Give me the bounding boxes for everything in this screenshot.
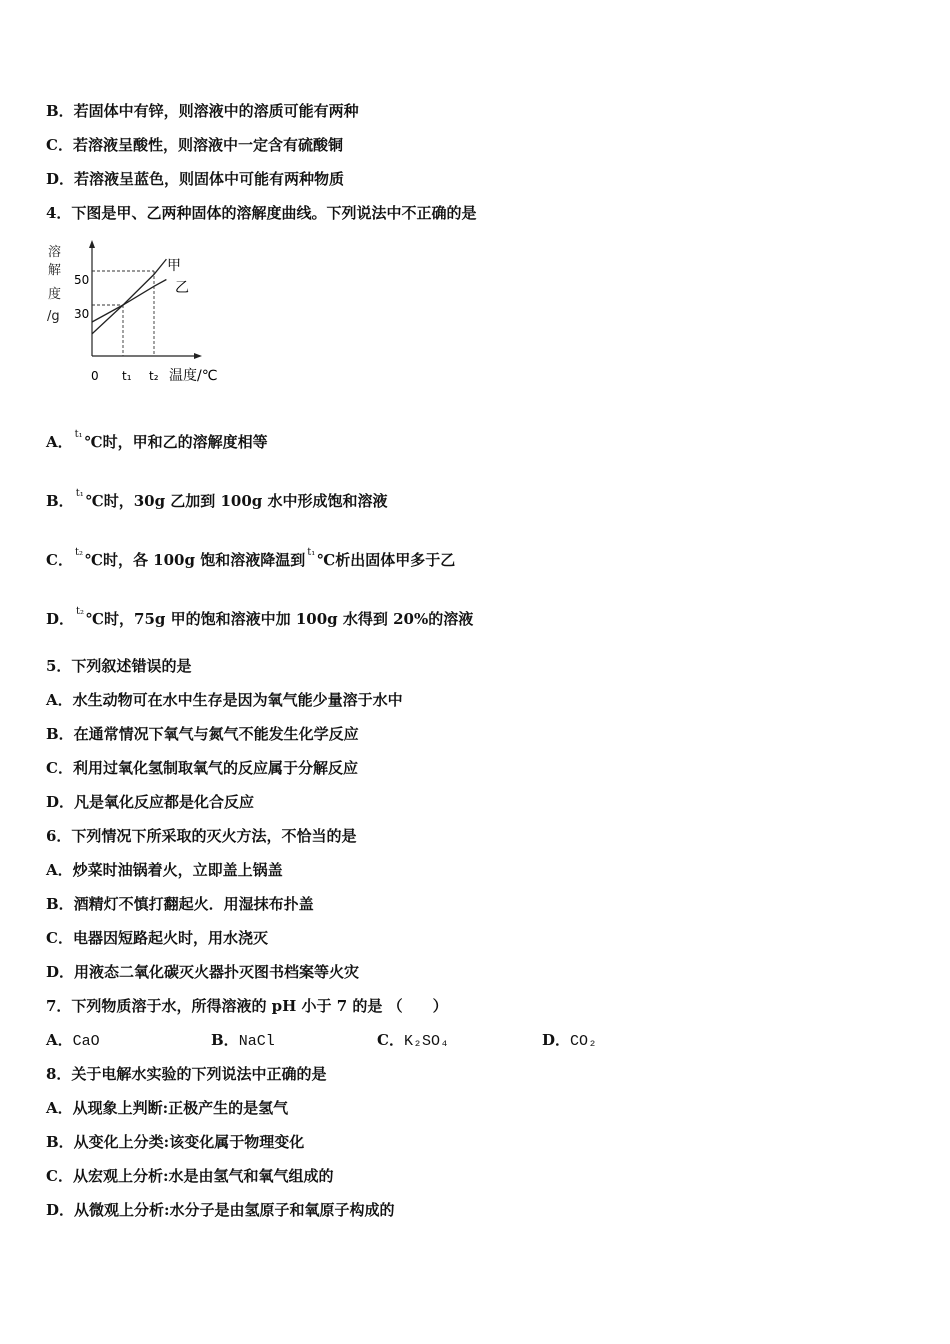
- q4-option-b: B． $^{t_1}$ ℃时，30g 乙加到 100g 水中形成饱和溶液: [46, 488, 388, 510]
- ylabel-char: 溶: [48, 245, 62, 260]
- q8-option-b: B．从变化上分类:该变化属于物理变化: [46, 1133, 305, 1151]
- x-tick-t2: t₂: [149, 369, 159, 383]
- q6-option-c: C．电器因短路起火时，用水浇灭: [46, 929, 268, 947]
- y-axis-label: [47, 244, 61, 324]
- series-yi-line: [92, 280, 166, 323]
- ylabel-char: 度: [48, 287, 62, 302]
- q8-option-d: D．从微观上分析:水分子是由氢原子和氧原子构成的: [46, 1201, 395, 1219]
- x-axis-arrow: [194, 353, 202, 359]
- q5-option-a: A．水生动物可在水中生存是因为氧气能少量溶于水中: [46, 691, 403, 709]
- q7-option-d: D．CO₂: [542, 1031, 598, 1050]
- q6-stem: 6．下列情况下所采取的灭火方法，不恰当的是: [46, 827, 357, 845]
- q5-option-d: D．凡是氧化反应都是化合反应: [46, 793, 255, 811]
- q7-options: [46, 1030, 646, 1050]
- q7-option-a: A．CaO: [46, 1031, 100, 1050]
- q5-option-b: B．在通常情况下氧气与氮气不能发生化学反应: [46, 725, 359, 743]
- y-axis-arrow: [89, 240, 95, 248]
- y-tick-30: 30: [74, 307, 90, 321]
- q4-option-d: D． $^{t_2}$ ℃时，75g 甲的饱和溶液中加 100g 水得到 20%的溶液: [46, 606, 474, 628]
- q7-option-c: C．K₂SO₄: [377, 1031, 449, 1050]
- q4-option-a: A． $^{t_1}$ ℃时，甲和乙的溶解度相等: [46, 429, 268, 451]
- q6-option-b: B．酒精灯不慎打翻起火．用湿抹布扑盖: [46, 895, 314, 913]
- solubility-chart: [44, 238, 244, 388]
- q8-stem: 8．关于电解水实验的下列说法中正确的是: [46, 1065, 327, 1083]
- q3-option-c: C．若溶液呈酸性，则溶液中一定含有硫酸铜: [46, 136, 343, 154]
- q6-option-d: D．用液态二氧化碳灭火器扑灭图书档案等火灾: [46, 963, 360, 981]
- legend-yi: 乙: [175, 280, 189, 296]
- legend-jia: 甲: [167, 258, 181, 274]
- q6-option-a: A．炒菜时油锅着火，立即盖上锅盖: [46, 861, 283, 879]
- y-tick-50: 50: [74, 273, 90, 287]
- q3-option-b: B．若固体中有锌，则溶液中的溶质可能有两种: [46, 102, 359, 120]
- q4-option-c: C． $^{t_2}$ ℃时，各 100g 饱和溶液降温到 $^{t_1}$ ℃析出固体甲多于乙: [46, 547, 456, 569]
- q3-option-d: D．若溶液呈蓝色，则固体中可能有两种物质: [46, 170, 345, 188]
- q8-option-c: C．从宏观上分析:水是由氢气和氧气组成的: [46, 1167, 334, 1185]
- q4-stem: 4．下图是甲、乙两种固体的溶解度曲线。下列说法中不正确的是: [46, 204, 477, 222]
- series-jia-line: [92, 259, 166, 334]
- q5-stem: 5．下列叙述错误的是: [46, 657, 192, 675]
- ylabel-char: 解: [48, 263, 62, 278]
- x-tick-t1: t₁: [122, 369, 132, 383]
- x-axis-label: 温度/℃: [169, 368, 218, 384]
- x-tick-0: 0: [91, 369, 99, 383]
- q8-option-a: A．从现象上判断:正极产生的是氢气: [46, 1099, 289, 1117]
- q5-option-c: C．利用过氧化氢制取氧气的反应属于分解反应: [46, 759, 358, 777]
- ylabel-char: /g: [47, 309, 60, 324]
- q7-stem: 7．下列物质溶于水，所得溶液的 pH 小于 7 的是 （ ）: [46, 997, 448, 1015]
- q7-option-b: B．NaCl: [211, 1031, 275, 1050]
